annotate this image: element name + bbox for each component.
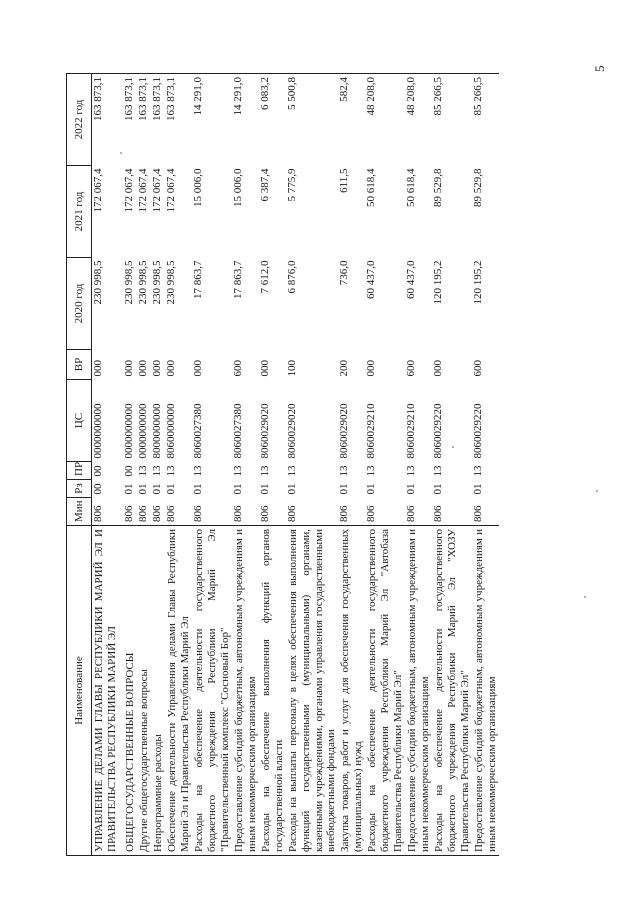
budget-table [66, 73, 499, 856]
cell-y2022: 6 083,2 [259, 74, 286, 166]
cell-rz: 01 [285, 483, 298, 495]
table-row [365, 74, 405, 856]
header-name: Наименование [67, 526, 92, 856]
cell-y2020: 736,0 [338, 260, 351, 286]
cell-vr: 000 [258, 360, 271, 377]
cell-name: Расходы на обеспечение деятельности государственного бюджетного учреждения Республики Марий Эл "Правительственный комплекс "Сосновый Бор" [192, 526, 232, 856]
cell-y2021: 172 067,4 [164, 168, 177, 213]
header-2022: 2022 год [67, 74, 92, 166]
cell-y2022: 85 266,5 [472, 74, 499, 166]
cell-name: Непрограммные расходы [151, 526, 165, 856]
cell-cs: 8060029220 [472, 403, 485, 459]
cell-y2022: 14 291,0 [192, 74, 232, 166]
header-2021: 2021 год [67, 166, 92, 258]
cell-vr: 000 [136, 360, 149, 377]
table-header-row [67, 74, 92, 856]
cell-cs: 8060029020 [258, 403, 271, 459]
cell-y2021: 611,5 [338, 168, 351, 193]
cell-vr: 100 [285, 360, 298, 377]
cell-min: 806 [136, 505, 149, 522]
cell-rz: 01 [231, 483, 244, 495]
table-row [192, 74, 232, 856]
cell-y2020: 120 195,2 [472, 260, 485, 305]
cell-vr: 000 [365, 360, 378, 377]
table-row [338, 74, 365, 856]
cell-y2022: 48 208,0 [405, 74, 432, 166]
cell-cs: 8060027380 [191, 403, 204, 459]
cell-y2021: 15 006,0 [191, 168, 204, 207]
table-row [137, 74, 151, 856]
cell-y2020: 230 998,5 [150, 260, 163, 305]
cell-rz: 00 [92, 483, 104, 495]
cell-min: 806 [258, 505, 271, 522]
cell-name: Расходы на обеспечение деятельности государственного бюджетного учреждения Республики Марий Эл "Автобаза Правительства Республики Марий Эл" [365, 526, 405, 856]
cell-y2021: 89 529,8 [432, 168, 445, 207]
table-row [165, 74, 192, 856]
cell-min: 806 [405, 505, 418, 522]
cell-pr: 13 [191, 465, 204, 477]
cell-cs: 8060027380 [231, 403, 244, 459]
cell-vr: 000 [92, 360, 104, 377]
cell-y2022: 163 873,1 [123, 74, 137, 166]
cell-min: 806 [285, 505, 298, 522]
cell-y2022: 163 873,1 [151, 74, 165, 166]
cell-min: 806 [122, 505, 135, 522]
cell-pr: 00 [122, 465, 135, 477]
cell-y2021: 15 006,0 [231, 168, 244, 207]
cell-y2021: 6 387,4 [258, 168, 271, 202]
cell-y2020: 60 437,0 [405, 260, 418, 299]
cell-pr: 13 [150, 465, 163, 477]
cell-y2022: 85 266,5 [432, 74, 472, 166]
cell-name: ОБЩЕГОСУДАРСТВЕННЫЕ ВОПРОСЫ [123, 526, 137, 856]
cell-min: 806 [150, 505, 163, 522]
page-number: 5 [592, 65, 607, 72]
cell-pr: 00 [92, 465, 104, 477]
cell-rz: 01 [191, 483, 204, 495]
cell-cs: 8060029020 [285, 403, 298, 459]
header-cs: ЦС [67, 380, 92, 462]
cell-vr: 200 [338, 360, 351, 377]
cell-y2022: 48 208,0 [365, 74, 405, 166]
table-row [286, 74, 339, 856]
cell-rz: 01 [258, 483, 271, 495]
cell-y2022: 5 500,8 [286, 74, 339, 166]
cell-y2021: 172 067,4 [92, 168, 104, 213]
cell-vr: 000 [122, 360, 135, 377]
cell-name: Расходы на обеспечение выполнения функций органов государственной власти [259, 526, 286, 856]
cell-min: 806 [92, 505, 104, 522]
cell-cs: 8060000000 [164, 403, 177, 459]
cell-y2020: 230 998,5 [164, 260, 177, 305]
cell-cs: 8060029210 [365, 403, 378, 459]
cell-name: Расходы на обеспечение деятельности государственного бюджетного учреждения Республики Марий Эл "ХОЗУ Правительства Республики Марий Эл" [432, 526, 472, 856]
cell-cs: 8060029020 [338, 403, 351, 459]
cell-pr: 13 [136, 465, 149, 477]
table-row [405, 74, 432, 856]
rotated-budget-table [66, 74, 601, 856]
cell-cs: 0000000000 [92, 403, 104, 459]
cell-y2022: 163 873,1 [137, 74, 151, 166]
cell-min: 806 [231, 505, 244, 522]
cell-y2021: 89 529,8 [472, 168, 485, 207]
header-pr: ПР [67, 462, 92, 480]
cell-y2020: 7 612,0 [258, 260, 271, 294]
cell-rz: 01 [150, 483, 163, 495]
cell-pr: 13 [405, 465, 418, 477]
cell-rz: 01 [338, 483, 351, 495]
cell-y2020: 60 437,0 [365, 260, 378, 299]
cell-cs: 0000000000 [122, 403, 135, 459]
cell-y2020: 17 863,7 [191, 260, 204, 299]
cell-min: 806 [338, 505, 351, 522]
cell-y2020: 120 195,2 [432, 260, 445, 305]
cell-pr: 13 [164, 465, 177, 477]
cell-name: УПРАВЛЕНИЕ ДЕЛАМИ ГЛАВЫ РЕСПУБЛИКИ МАРИЙ ЭЛ И ПРАВИТЕЛЬСТВА РЕСПУБЛИКИ МАРИЙ ЭЛ [92, 526, 119, 856]
cell-vr: 000 [150, 360, 163, 377]
cell-y2022: 582,4 [338, 74, 365, 166]
cell-min: 806 [365, 505, 378, 522]
cell-vr: 600 [472, 360, 485, 377]
cell-name: Другие общегосударственные вопросы [137, 526, 151, 856]
header-2020: 2020 год [67, 258, 92, 350]
cell-pr: 13 [285, 465, 298, 477]
cell-pr: 13 [338, 465, 351, 477]
cell-min: 806 [164, 505, 177, 522]
cell-vr: 000 [164, 360, 177, 377]
cell-pr: 13 [472, 465, 485, 477]
cell-y2020: 230 998,5 [122, 260, 135, 305]
cell-rz: 01 [365, 483, 378, 495]
cell-pr: 13 [365, 465, 378, 477]
cell-vr: 000 [191, 360, 204, 377]
cell-y2021: 172 067,4 [150, 168, 163, 213]
cell-name: Предоставление субсидий бюджетным, автономным учреждениям и иным некоммерческим организациям [232, 526, 259, 856]
cell-vr: 000 [432, 360, 445, 377]
header-rz: Рз [67, 480, 92, 498]
cell-y2020: 230 998,5 [136, 260, 149, 305]
cell-rz: 01 [164, 483, 177, 495]
cell-y2021: 50 618,4 [405, 168, 418, 207]
cell-pr: 13 [432, 465, 445, 477]
cell-min: 806 [432, 505, 445, 522]
header-min: Мин [67, 498, 92, 526]
cell-cs: 8060029220 [432, 403, 445, 459]
cell-cs: 0000000000 [136, 403, 149, 459]
cell-y2022: 163 873,1 [92, 74, 119, 166]
cell-y2020: 17 863,7 [231, 260, 244, 299]
cell-cs: 8060029210 [405, 403, 418, 459]
table-row [432, 74, 472, 856]
cell-name: Закупка товаров, работ и услуг для обеспечения государственных (муниципальных) нужд [338, 526, 365, 856]
cell-y2020: 6 876,0 [285, 260, 298, 294]
table-row [232, 74, 259, 856]
cell-y2021: 172 067,4 [136, 168, 149, 213]
cell-name: Предоставление субсидий бюджетным, автономным учреждениям и иным некоммерческим организациям [405, 526, 432, 856]
cell-y2022: 14 291,0 [232, 74, 259, 166]
cell-pr: 13 [231, 465, 244, 477]
cell-y2021: 5 775,9 [285, 168, 298, 202]
cell-vr: 600 [231, 360, 244, 377]
cell-rz: 01 [136, 483, 149, 495]
table-row [92, 74, 119, 856]
cell-rz: 01 [432, 483, 445, 495]
cell-rz: 01 [122, 483, 135, 495]
cell-name: Обеспечение деятельности Управления делами Главы Республики Марий Эл и Правительства Республики Марий Эл [165, 526, 192, 856]
table-row [151, 74, 165, 856]
cell-y2021: 172 067,4 [122, 168, 135, 213]
cell-y2022: 163 873,1 [165, 74, 192, 166]
cell-vr: 600 [405, 360, 418, 377]
table-row [123, 74, 137, 856]
cell-cs: 8000000000 [150, 403, 163, 459]
cell-rz: 01 [472, 483, 485, 495]
table-row [259, 74, 286, 856]
table-row [472, 74, 499, 856]
cell-name: Расходы на выплаты персоналу в целях обеспечения выполнения функций государственными (муниципальными) органами, казенными учреждениями, органами управления государственными внебюджетными фондами [286, 526, 339, 856]
cell-y2021: 50 618,4 [365, 168, 378, 207]
cell-min: 806 [191, 505, 204, 522]
table-body [92, 74, 500, 856]
cell-pr: 13 [258, 465, 271, 477]
cell-y2020: 230 998,5 [92, 260, 104, 305]
header-vr: ВР [67, 350, 92, 380]
cell-min: 806 [472, 505, 485, 522]
cell-name: Предоставление субсидий бюджетным, автономным учреждениям и иным некоммерческим организациям [472, 526, 499, 856]
cell-rz: 01 [405, 483, 418, 495]
